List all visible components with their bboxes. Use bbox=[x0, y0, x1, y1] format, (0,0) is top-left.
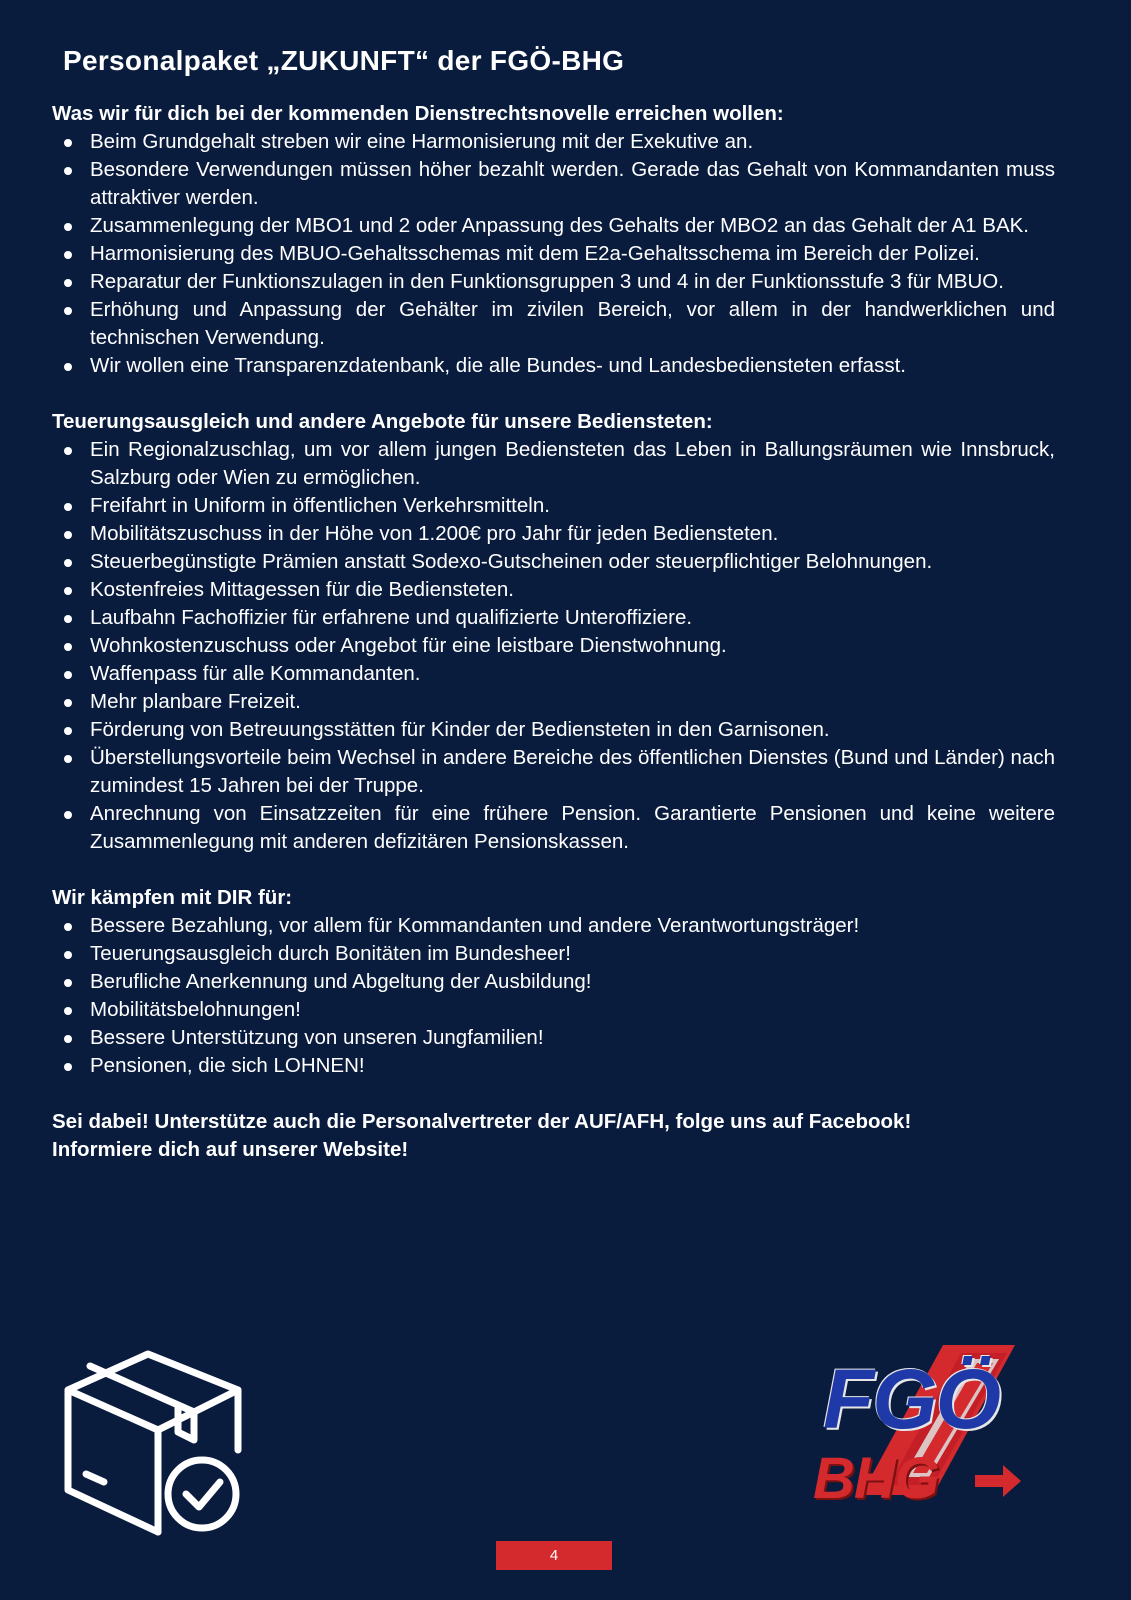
arrow-icon bbox=[975, 1463, 1023, 1499]
logo-text-bhg: BHG bbox=[813, 1446, 939, 1511]
list-item: Mehr planbare Freizeit. bbox=[52, 688, 1055, 716]
list-item: Reparatur der Funktionszulagen in den Funktionsgruppen 3 und 4 in der Funktionsstufe 3 für MBUO. bbox=[52, 268, 1055, 296]
list-item: Förderung von Betreuungsstätten für Kinder der Bediensteten in den Garnisonen. bbox=[52, 716, 1055, 744]
fgoe-bhg-logo bbox=[793, 1345, 1073, 1520]
list-item: Mobilitätszuschuss in der Höhe von 1.200€ pro Jahr für jeden Bediensteten. bbox=[52, 520, 1055, 548]
list-item: Überstellungsvorteile beim Wechsel in andere Bereiche des öffentlichen Dienstes (Bund und Länder) nach zumindest 15 Jahren bei der Truppe. bbox=[52, 744, 1055, 800]
call-to-action bbox=[52, 1108, 1055, 1164]
spacer bbox=[52, 380, 1055, 408]
list-item: Zusammenlegung der MBO1 und 2 oder Anpassung des Gehalts der MBO2 an das Gehalt der A1 BAK. bbox=[52, 212, 1055, 240]
logo-text-fgoe: FGÖ bbox=[823, 1352, 999, 1446]
list-item: Teuerungsausgleich durch Bonitäten im Bundesheer! bbox=[52, 940, 1055, 968]
list-item: Ein Regionalzuschlag, um vor allem jungen Bediensteten das Leben in Ballungsräumen wie Innsbruck, Salzburg oder Wien zu ermöglichen. bbox=[52, 436, 1055, 492]
section2-heading: Teuerungsausgleich und andere Angebote für unsere Bediensteten: bbox=[52, 410, 713, 433]
list-item: Waffenpass für alle Kommandanten. bbox=[52, 660, 1055, 688]
list-item: Laufbahn Fachoffizier für erfahrene und qualifizierte Unteroffiziere. bbox=[52, 604, 1055, 632]
list-item: Berufliche Anerkennung und Abgeltung der Ausbildung! bbox=[52, 968, 1055, 996]
cta-line-2: Informiere dich auf unserer Website! bbox=[52, 1138, 409, 1161]
page-number: 4 bbox=[496, 1541, 612, 1570]
list-item: Bessere Unterstützung von unseren Jungfamilien! bbox=[52, 1024, 1055, 1052]
spacer bbox=[52, 856, 1055, 884]
page-title: Personalpaket „ZUKUNFT“ der FGÖ-BHG bbox=[63, 45, 625, 76]
list-item: Pensionen, die sich LOHNEN! bbox=[52, 1052, 1055, 1080]
spacer bbox=[52, 1080, 1055, 1108]
section1-heading: Was wir für dich bei der kommenden Dienstrechtsnovelle erreichen wollen: bbox=[52, 102, 784, 125]
list-item: Wohnkostenzuschuss oder Angebot für eine leistbare Dienstwohnung. bbox=[52, 632, 1055, 660]
package-check-icon bbox=[60, 1342, 250, 1542]
main-content bbox=[52, 100, 1055, 1164]
section3-heading: Wir kämpfen mit DIR für: bbox=[52, 886, 293, 909]
section2-list bbox=[52, 436, 1055, 856]
section3-list bbox=[52, 912, 1055, 1080]
list-item: Beim Grundgehalt streben wir eine Harmonisierung mit der Exekutive an. bbox=[52, 128, 1055, 156]
list-item: Steuerbegünstigte Prämien anstatt Sodexo-Gutscheinen oder steuerpflichtiger Belohnungen. bbox=[52, 548, 1055, 576]
cta-line-1: Sei dabei! Unterstütze auch die Personalvertreter der AUF/AFH, folge uns auf Facebook! bbox=[52, 1110, 912, 1133]
list-item: Wir wollen eine Transparenzdatenbank, die alle Bundes- und Landesbediensteten erfasst. bbox=[52, 352, 1055, 380]
list-item: Bessere Bezahlung, vor allem für Kommandanten und andere Verantwortungsträger! bbox=[52, 912, 1055, 940]
list-item: Anrechnung von Einsatzzeiten für eine frühere Pension. Garantierte Pensionen und keine weitere Zusammenlegung mit anderen defizitären Pensionskassen. bbox=[52, 800, 1055, 856]
list-item: Erhöhung und Anpassung der Gehälter im zivilen Bereich, vor allem in der handwerklichen und technischen Verwendung. bbox=[52, 296, 1055, 352]
list-item: Kostenfreies Mittagessen für die Bediensteten. bbox=[52, 576, 1055, 604]
list-item: Harmonisierung des MBUO-Gehaltsschemas mit dem E2a-Gehaltsschema im Bereich der Polizei. bbox=[52, 240, 1055, 268]
list-item: Mobilitätsbelohnungen! bbox=[52, 996, 1055, 1024]
list-item: Freifahrt in Uniform in öffentlichen Verkehrsmitteln. bbox=[52, 492, 1055, 520]
list-item: Besondere Verwendungen müssen höher bezahlt werden. Gerade das Gehalt von Kommandanten muss attraktiver werden. bbox=[52, 156, 1055, 212]
section1-list bbox=[52, 128, 1055, 380]
